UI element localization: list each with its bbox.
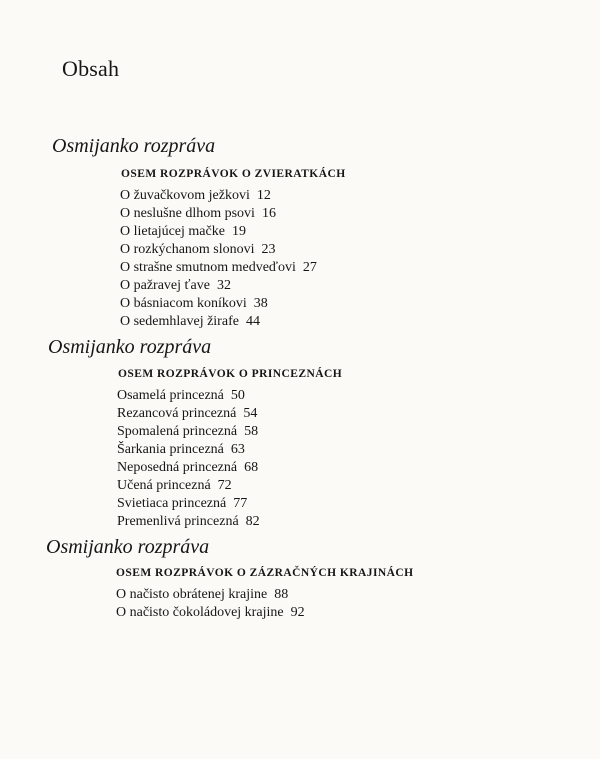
toc-entry[interactable] — [120, 223, 317, 241]
toc-entry-title: O načisto obrátenej krajine — [116, 587, 268, 602]
section-heading: Osmijanko rozpráva — [52, 135, 216, 157]
toc-entry-title: O neslušne dlhom psovi — [120, 206, 255, 221]
toc-entry-title: Svietiaca princezná — [117, 496, 227, 511]
toc-entry-title: O strašne smutnom medveďovi — [120, 260, 296, 275]
toc-entry[interactable] — [116, 604, 305, 622]
section-subheading: OSEM ROZPRÁVOK O ZÁZRAČNÝCH KRAJINÁCH — [116, 567, 414, 579]
toc-list — [116, 586, 305, 622]
toc-entry-page: 77 — [233, 496, 248, 511]
toc-entry-title: Neposedná princezná — [117, 460, 238, 475]
toc-entry-page: 23 — [261, 242, 276, 257]
page-title: Obsah — [62, 56, 120, 81]
toc-entry-page: 16 — [261, 206, 276, 221]
toc-entry-title: O básniacom koníkovi — [120, 296, 247, 311]
toc-entry[interactable] — [120, 295, 317, 313]
toc-entry-page: 27 — [302, 260, 317, 275]
toc-entry[interactable] — [117, 387, 260, 405]
toc-entry-page: 58 — [244, 424, 259, 439]
toc-entry-page: 38 — [253, 296, 268, 311]
toc-entry[interactable] — [117, 513, 260, 531]
toc-entry-title: Spomalená princezná — [117, 424, 238, 439]
toc-entry[interactable] — [120, 241, 317, 259]
toc-entry[interactable] — [117, 459, 260, 477]
toc-entry-title: O rozkýchanom slonovi — [120, 242, 255, 257]
toc-entry-page: 82 — [245, 514, 260, 529]
section-subheading: OSEM ROZPRÁVOK O PRINCEZNÁCH — [118, 368, 343, 380]
toc-entry-page: 54 — [243, 406, 258, 421]
toc-entry[interactable] — [116, 586, 305, 604]
toc-entry-title: Šarkania princezná — [117, 442, 224, 457]
toc-entry-page: 92 — [290, 605, 305, 620]
toc-entry-page: 88 — [274, 587, 289, 602]
toc-entry[interactable] — [120, 205, 317, 223]
toc-entry[interactable] — [117, 423, 260, 441]
toc-entry-title: O lietajúcej mačke — [120, 224, 225, 239]
toc-entry-page: 44 — [245, 314, 260, 329]
toc-entry-page: 32 — [216, 278, 231, 293]
toc-entry[interactable] — [120, 187, 317, 205]
toc-entry[interactable] — [117, 495, 260, 513]
toc-entry-title: O načisto čokoládovej krajine — [116, 605, 284, 620]
toc-entry[interactable] — [117, 477, 260, 495]
toc-entry-page: 72 — [217, 478, 232, 493]
toc-entry-page: 19 — [231, 224, 246, 239]
toc-entry-title: Osamelá princezná — [117, 388, 224, 403]
toc-entry[interactable] — [117, 441, 260, 459]
toc-entry-title: Rezancová princezná — [117, 406, 237, 421]
toc-entry[interactable] — [117, 405, 260, 423]
toc-entry-page: 63 — [230, 442, 245, 457]
toc-entry-title: Premenlivá princezná — [117, 514, 239, 529]
toc-entry-title: O pažravej ťave — [120, 278, 210, 293]
toc-entry-page: 68 — [244, 460, 259, 475]
section-heading: Osmijanko rozpráva — [48, 336, 212, 358]
toc-list — [117, 387, 260, 531]
section-heading: Osmijanko rozpráva — [46, 536, 210, 558]
toc-entry[interactable] — [120, 313, 317, 331]
toc-entry-title: Učená princezná — [117, 478, 211, 493]
toc-list — [120, 187, 317, 331]
toc-entry-page: 12 — [256, 188, 271, 203]
toc-entry[interactable] — [120, 277, 317, 295]
toc-entry-page: 50 — [230, 388, 245, 403]
toc-entry-title: O žuvačkovom ježkovi — [120, 188, 250, 203]
section-subheading: OSEM ROZPRÁVOK O ZVIERATKÁCH — [121, 168, 346, 180]
toc-entry-title: O sedemhlavej žirafe — [120, 314, 239, 329]
toc-entry[interactable] — [120, 259, 317, 277]
